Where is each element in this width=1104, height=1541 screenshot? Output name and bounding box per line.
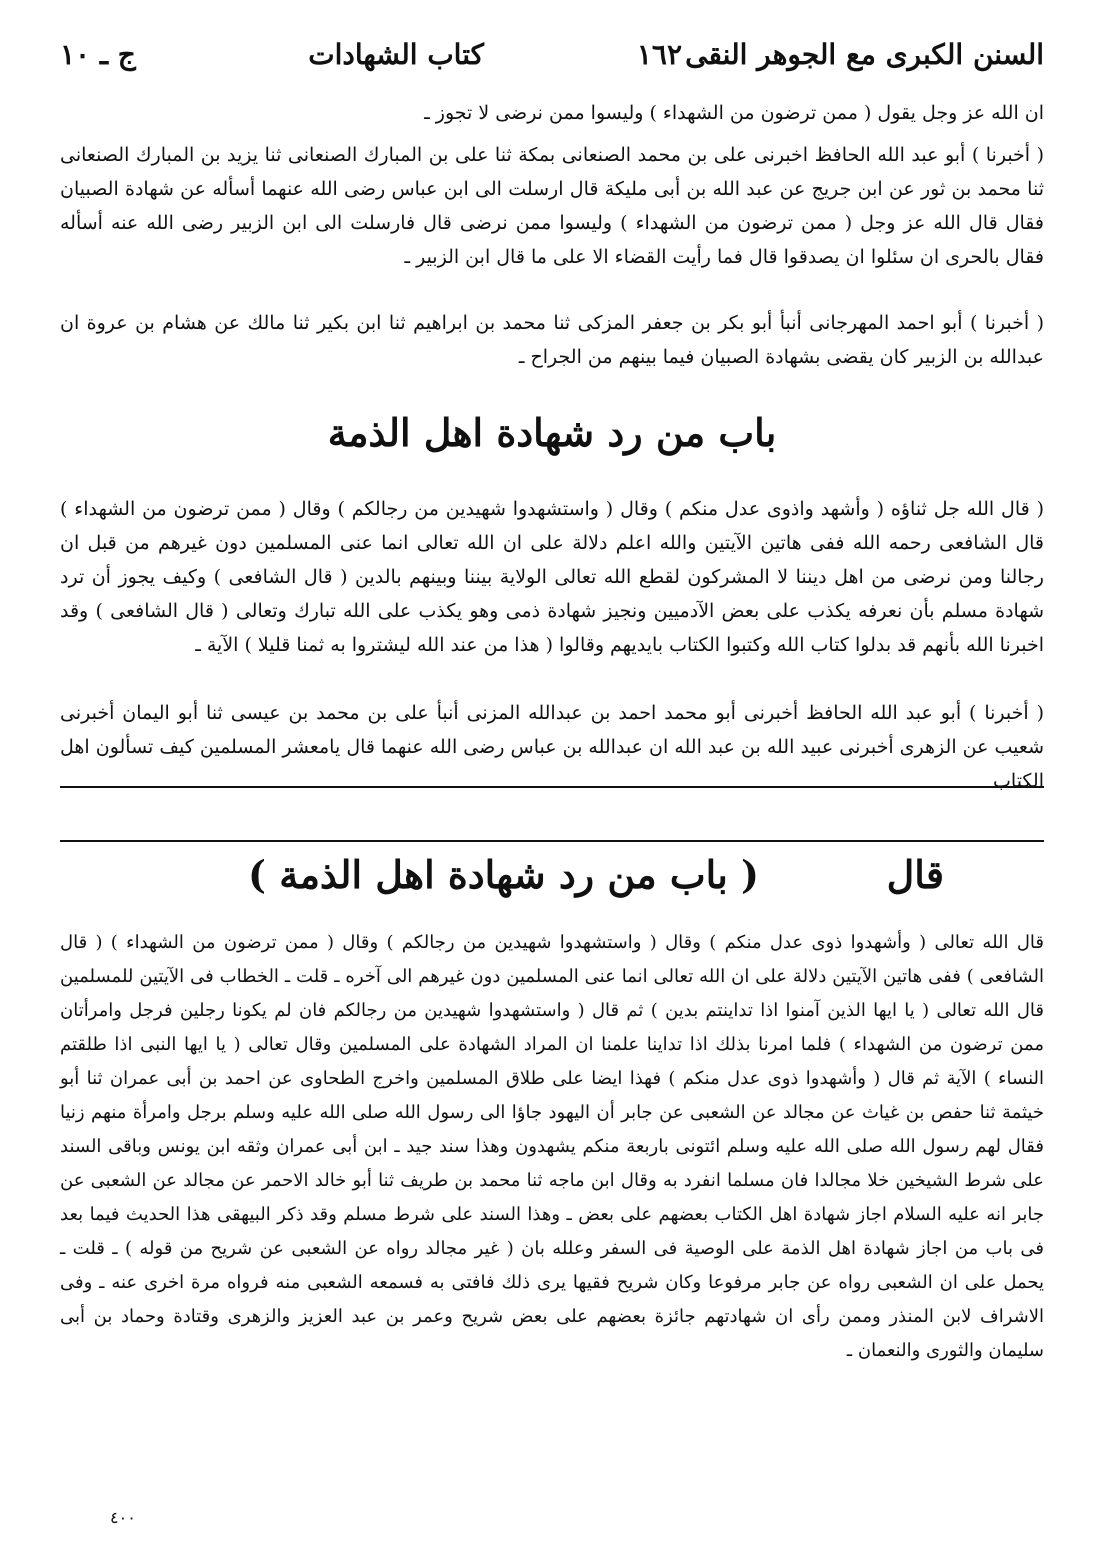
volume-number: ج ـ ١٠ [60,38,136,71]
paragraph: ( قال الله جل ثناؤه ( وأشهد واذوى عدل منكم ) وقال ( واستشهدوا شهيدين من رجالكم ) وقال ( ممن ترضون من الشهداء ) قال الشافعى رحمه الله ففى هاتين الآيتين والله اعلم دلالة على ان الله تعالى انما عنى المسلمين دون غيرهم من قبل ان رجالنا ومن نرضى من اهل ديننا لا المشركون لقطع الله تعالى الولاية بيننا وبينهم بالدين ( قال الشافعى ) وكيف يجوز أن ترد شهادة مسلم بأن نعرفه يكذب على بعض الآدميين ونجيز شهادة ذمى وهو يكذب على الله تبارك وتعالى ( قال الشافعى ) وقد اخبرنا الله بأنهم قد بدلوا كتاب الله وكتبوا الكتاب بايديهم وقالوا ( هذا من عند الله ليشتروا به ثمنا قليلا ) الآية ـ [60,498,1044,656]
running-head [60,38,1044,86]
jawhar-section-title: ( باب من رد شهادة اهل الذمة ) [248,852,759,897]
jawhar-paragraph: قال الله تعالى ( وأشهدوا ذوى عدل منكم ) وقال ( واستشهدوا شهيدين من رجالكم ) وقال ( ممن ترضون من الشهداء ) ( قال الشافعى ) ففى هاتين الآيتين دلالة على ان الله تعالى انما عنى المسلمين دون غيرهم الى آخره ـ قلت ـ الخطاب فى الآيتين للمسلمين قال الله تعالى ( يا ايها الذين آمنوا اذا تداينتم بدين ) ثم قال ( واستشهدوا شهيدين من رجالكم فان لم يكونا رجلين فرجل وامرأتان ممن ترضون من الشهداء ) فلما امرنا بذلك اذا تداينا علمنا ان المراد الشهادة على المسلمين وقال تعالى ( يا ايها النبى اذا طلقتم النساء ) الآية ثم قال ( وأشهدوا ذوى عدل منكم ) فهذا ايضا على طلاق المسلمين واخرج الطحاوى عن احمد بن أبى عمران ثنا أبو خيثمة ثنا حفص بن غياث عن مجالد عن الشعبى عن جابر أن اليهود جاؤا الى رسول الله صلى الله عليه وسلم برجل وامرأة منهم زنيا فقال لهم رسول الله صلى الله عليه وسلم ائتونى باربعة منكم يشهدون وهذا سند جيد ـ ابن أبى عمران وثقه ابن يونس وباقى السند على شرط الشيخين خلا مجالدا فان مسلما انفرد به وقال ابن ماجه ثنا محمد بن طريف ثنا أبو خالد الاحمر عن مجالد عن الشعبى عن جابر انه عليه السلام اجاز شهادة اهل الكتاب بعضهم على بعض ـ وهذا السند على شرط مسلم وقد ذكر البيهقى هذا الحديث فيما بعد فى باب من اجاز شهادة اهل الذمة على الوصية فى السفر وعلله بان ( غير مجالد رواه عن الشعبى عن شريح من قوله ) ـ قلت ـ يحمل على ان الشعبى رواه عن جابر مرفوعا وكان شريح فقيها يرى ذلك فافتى به فسمعه الشعبى منه فرواه مرة اخرى عنه ـ وفى الاشراف لابن المنذر وممن رأى ان شهادتهم جائزة بعضهم على بعض شريح وعمر بن عبد العزيز والزهرى وقتادة وحماد بن أبى سليمان والثورى والنعمان ـ [60,932,1044,1361]
page-number: ١٦٢ [636,38,682,71]
divider-rule [60,786,1044,788]
paragraph: ( أخبرنا ) أبو عبد الله الحافظ اخبرنى على بن محمد الصنعانى بمكة ثنا على بن المبارك الصنعانى ثنا يزيد بن المبارك الصنعانى ثنا محمد بن ثور عن ابن جريج عن عبد الله بن أبى مليكة قال ارسلت الى ابن عباس رضى الله عنهما أسأله عن شهادة الصبيان فقال قال الله عز وجل ( ممن ترضون من الشهداء ) وليسوا ممن نرضى قال فارسلت الى ابن الزبير رضى الله عنه أسأله فقال بالحرى ان سئلوا ان يصدقوا قال فما رأيت القضاء الا على ما قال ابن الزبير ـ [60,144,1044,268]
divider-rule [60,840,1044,842]
running-head-chapter: كتاب الشهادات [308,38,484,71]
qal-label: قال [886,852,944,897]
section-heading: باب من رد شهادة اهل الذمة [327,410,777,455]
jawhar-section-heading [60,852,1044,912]
paragraph: ( أخبرنا ) أبو احمد المهرجانى أنبأ أبو بكر بن جعفر المزكى ثنا محمد بن ابراهيم ثنا ابن بكير ثنا مالك عن هشام بن عروة ان عبدالله بن الزبير كان يقضى بشهادة الصبيان فيما بينهم من الجراح ـ [60,312,1044,368]
running-head-book-title: السنن الكبرى مع الجوهر النقى [685,38,1044,71]
footer-mark: ٤٠٠ [110,1508,136,1527]
paragraph: ( أخبرنا ) أبو عبد الله الحافظ أخبرنى أبو محمد احمد بن عبدالله المزنى أنبأ على بن محمد بن عيسى ثنا أبو اليمان أخبرنى شعيب عن الزهرى أخبرنى عبيد الله بن عبد الله ان عبدالله بن عباس رضى الله عنهما قال يامعشر المسلمين كيف تسألون اهل الكتاب [60,702,1044,792]
paragraph: ان الله عز وجل يقول ( ممن ترضون من الشهداء ) وليسوا ممن نرضى لا تجوز ـ [424,102,1044,124]
